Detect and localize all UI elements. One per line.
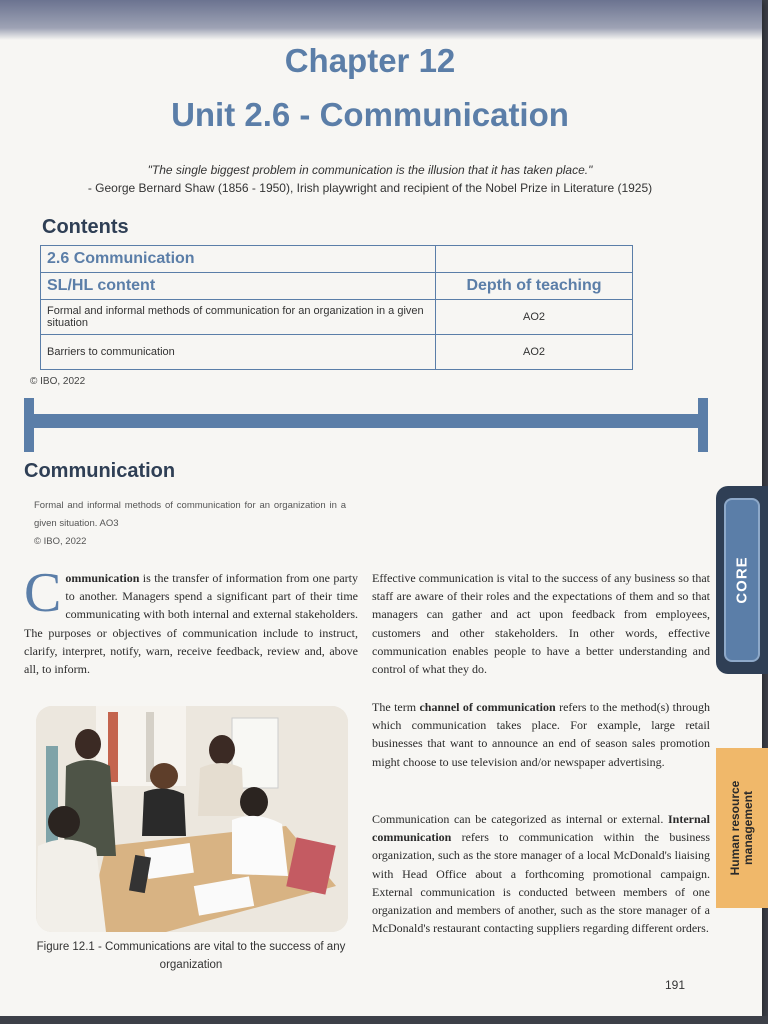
core-section-tab (716, 486, 768, 674)
syllabus-note-text: Formal and informal methods of communication for an organization in a given situation. AO3 (34, 500, 346, 529)
section-divider-bar (24, 414, 708, 428)
body-paragraph-2 (372, 569, 710, 678)
row-depth: AO2 (436, 335, 633, 370)
paragraph-text: is the transfer of information from one party to another. Managers spend a significant part of their time communicating with both internal and external stakeholders. The purposes or objectives of communication include to instruct, clarify, interpret, notify, warn, receive feedback, review and, above all, to inform. (24, 571, 358, 677)
table-header-row (41, 273, 633, 300)
body-paragraph-4 (372, 810, 710, 937)
section-heading: Communication (24, 460, 176, 482)
table-title-blank (436, 246, 633, 273)
topic-section-tab (716, 748, 768, 908)
key-term-communication: ommunication (65, 571, 140, 585)
paragraph-text: Effective communication is vital to the success of any business so that staff are aware of their roles and the expectations of them and so that managers can gather and act upon feedback from employees, customers and other stakeholders. In other words, effective communication enables people to have a better understanding and control of what they do. (372, 571, 710, 677)
table-title-row (41, 246, 633, 273)
key-term-channel: channel of communication (419, 700, 556, 714)
paragraph-text: The term (372, 700, 420, 714)
syllabus-note-copyright: © IBO, 2022 (34, 536, 87, 547)
epigraph-quote: "The single biggest problem in communication is the illusion that it has taken place." (147, 163, 593, 177)
syllabus-note (34, 497, 346, 551)
row-content: Barriers to communication (41, 335, 436, 370)
syllabus-table (40, 245, 633, 370)
body-paragraph-3 (372, 698, 710, 771)
table-title: 2.6 Communication (41, 246, 436, 273)
epigraph-author: - George Bernard Shaw (1856 - 1950), Irish playwright and recipient of the Nobel Prize in Literature (1925) (87, 181, 653, 195)
drop-cap: C (24, 562, 62, 624)
paragraph-text: refers to communication within the business organization, such as the store manager of a local McDonald's liaising with Head Office about a forthcoming promotional campaign. External communication is conducted between members of one organization and members of another, such as the store manager of a McDonald's restaurant contacting suppliers regarding different orders. (372, 830, 710, 936)
page-number: 191 (665, 978, 686, 992)
scan-top-edge (0, 0, 762, 40)
contents-copyright: © IBO, 2022 (30, 376, 86, 387)
scan-bottom-edge (0, 1016, 768, 1024)
team-meeting-illustration (36, 706, 348, 932)
body-paragraph-1 (24, 562, 358, 678)
row-depth: AO2 (436, 300, 633, 335)
column-header-content: SL/HL content (41, 273, 436, 300)
column-header-depth: Depth of teaching (436, 273, 633, 300)
contents-heading: Contents (42, 216, 129, 238)
core-tab-inner (724, 498, 760, 662)
core-tab-label: CORE (733, 556, 751, 604)
topic-tab-label: Human resource management (728, 780, 755, 876)
unit-title: Unit 2.6 - Communication (171, 96, 569, 133)
chapter-title: Chapter 12 (284, 42, 456, 79)
paragraph-text: Communication can be categorized as internal or external. (372, 812, 668, 826)
row-content: Formal and informal methods of communication for an organization in a given situation (41, 300, 436, 335)
figure-caption: Figure 12.1 - Communications are vital to the success of any organization (36, 941, 346, 971)
table-row (41, 300, 633, 335)
paragraph-text: refers to the method(s) through which communication takes place. For example, large retail businesses that want to announce an end of season sales promotion might choose to use television and/or newspaper advertising. (372, 700, 711, 769)
divider-right-cap (698, 398, 708, 452)
key-term-internal: Internal communication (372, 812, 710, 845)
team-meeting-photo (36, 706, 348, 932)
table-row (41, 335, 633, 370)
divider-left-cap (24, 398, 34, 452)
